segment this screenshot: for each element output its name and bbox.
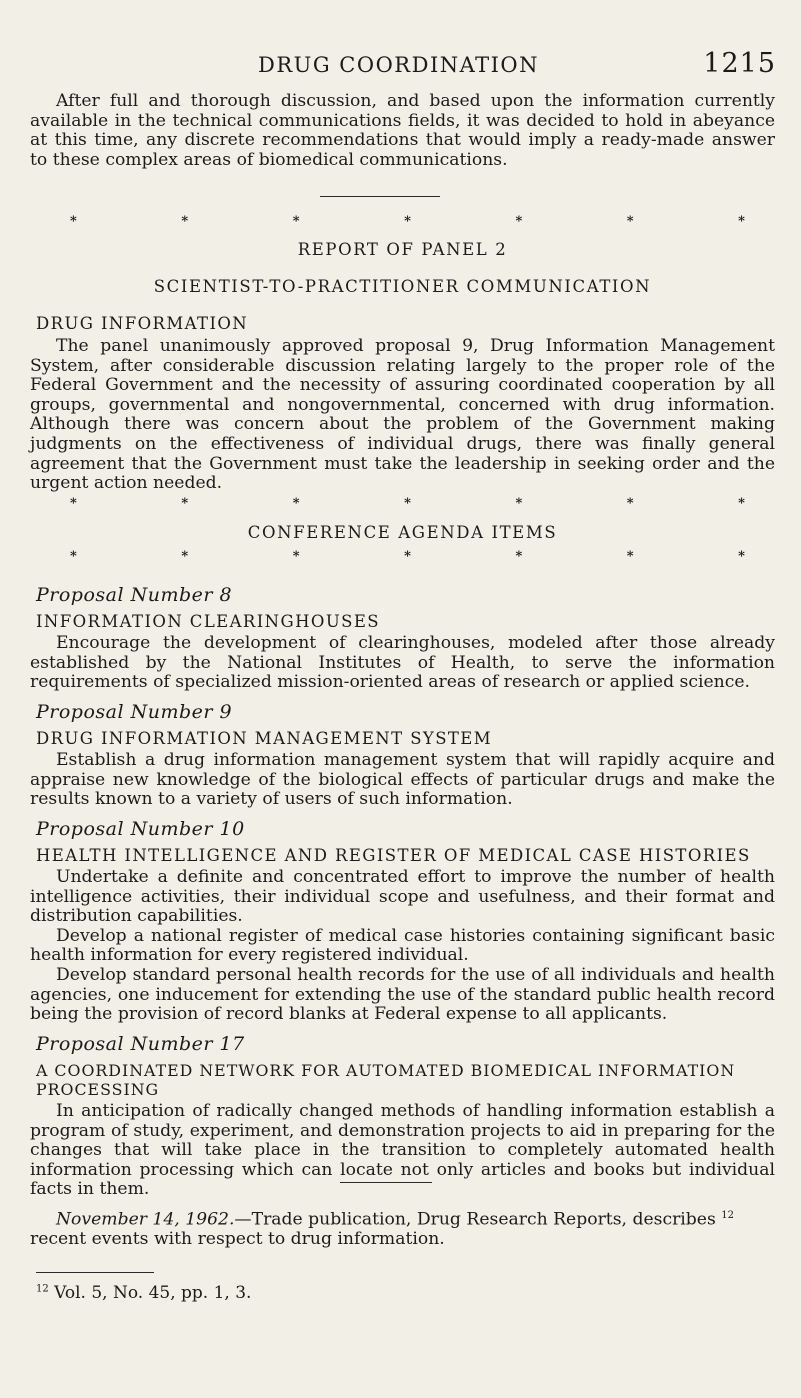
divider-short (30, 196, 775, 197)
proposal-10 (30, 818, 775, 1025)
panel-report-title: REPORT OF PANEL 2 (297, 240, 508, 259)
panel-report-subtitle: SCIENTIST-TO-PRACTITIONER COMMUNICATION (153, 277, 652, 296)
proposal-title: DRUG INFORMATION MANAGEMENT SYSTEM (36, 729, 493, 748)
report-paragraph: The panel unanimously approved proposal 9, Drug Information Management System, after considerable discussion relating largely to the proper role of the Federal Government and the necessity of assuring coordinated cooperation by all groups, governmental and nongovernmental, concerned with drug information. Although there was concern about the problem of the Government making judgments on the effectiveness of individual drugs, there was finally general agreement that the Government must take the leadership in seeking order and the urgent action needed. (30, 336, 775, 494)
proposal-paragraph: Establish a drug information management system that will rapidly acquire and appraise new knowledge of the biological effects of particular drugs and make the results known to a variety of users of such information. (30, 750, 775, 810)
star-row-1 (30, 213, 775, 229)
intro-section (30, 92, 775, 170)
proposal-title: A COORDINATED NETWORK FOR AUTOMATED BIOMEDICAL INFORMATION PROCESSING (36, 1061, 736, 1099)
proposal-paragraph: In anticipation of radically changed methods of handling information establish a program of study, experiment, and demonstration projects to aid in preparing for the changes that will take place in the transition to completely automated health information processing which can locate not only articles and books but individual facts in them. (30, 1101, 775, 1200)
closing-section (30, 1206, 775, 1250)
footnote-section (30, 1272, 775, 1303)
closing-paragraph (30, 1206, 775, 1230)
agenda-heading-block (30, 523, 775, 542)
footnote-text: Vol. 5, No. 45, pp. 1, 3. (54, 1283, 252, 1303)
intro-paragraph: After full and thorough discussion, and based upon the information currently available in the technical communications fields, it was decided to hold in abeyance at this time, any discrete recommendations that would imply a ready-made answer to these complex areas of biomedical communications. (30, 91, 775, 170)
proposal-9 (30, 701, 775, 810)
proposal-number: Proposal Number 8 (36, 584, 233, 606)
proposal-8 (30, 584, 775, 693)
proposal-title: HEALTH INTELLIGENCE AND REGISTER OF MEDICAL CASE HISTORIES (36, 846, 751, 865)
proposal-number: Proposal Number 9 (36, 701, 233, 723)
proposal-paragraph: Undertake a definite and concentrated effort to improve the number of health intelligence activities, their individual scope and usefulness, and their format and distribution capabilities. (30, 867, 775, 927)
running-title: DRUG COORDINATION (258, 53, 540, 77)
footnote-ref: 12 (721, 1210, 734, 1221)
proposal-paragraph: Develop a national register of medical case histories containing significant basic health information for every registered individual. (30, 925, 775, 966)
section-heading: DRUG INFORMATION (36, 314, 249, 333)
star-separator: * * * * * * * (70, 548, 745, 564)
proposal-number: Proposal Number 10 (36, 818, 245, 840)
report-title (30, 240, 775, 259)
star-separator: * * * * * * * (70, 213, 745, 229)
closing-date: November 14, 1962. (56, 1209, 235, 1230)
star-separator: * * * * * * * (70, 495, 745, 511)
proposal-number: Proposal Number 17 (36, 1033, 245, 1055)
divider-short-2 (30, 1182, 775, 1183)
closing-paragraph-cont: recent events with respect to drug information. (30, 1229, 445, 1250)
page-number: 1215 (703, 48, 776, 79)
report-subtitle (30, 277, 775, 296)
star-row-2 (30, 495, 775, 511)
star-row-3 (30, 548, 775, 564)
closing-text: —Trade publication, Drug Research Reports, describes (234, 1209, 716, 1230)
agenda-heading: CONFERENCE AGENDA ITEMS (247, 523, 558, 542)
footnote (36, 1283, 775, 1303)
drug-info-section (30, 314, 775, 494)
footnote-rule (36, 1272, 154, 1273)
proposal-title: INFORMATION CLEARINGHOUSES (36, 612, 380, 631)
proposal-paragraph: Develop standard personal health records for the use of all individuals and health agencies, one inducement for extending the use of the standard public health record being the provision of record blanks at Federal expense to all applicants. (30, 964, 775, 1025)
footnote-marker: 12 (36, 1283, 49, 1295)
proposal-17 (30, 1033, 775, 1200)
proposal-paragraph: Encourage the development of clearinghouses, modeled after those already established by the National Institutes of Health, to serve the information requirements of specialized mission-oriented areas of research or applied science. (30, 633, 775, 693)
page-header (258, 48, 776, 79)
